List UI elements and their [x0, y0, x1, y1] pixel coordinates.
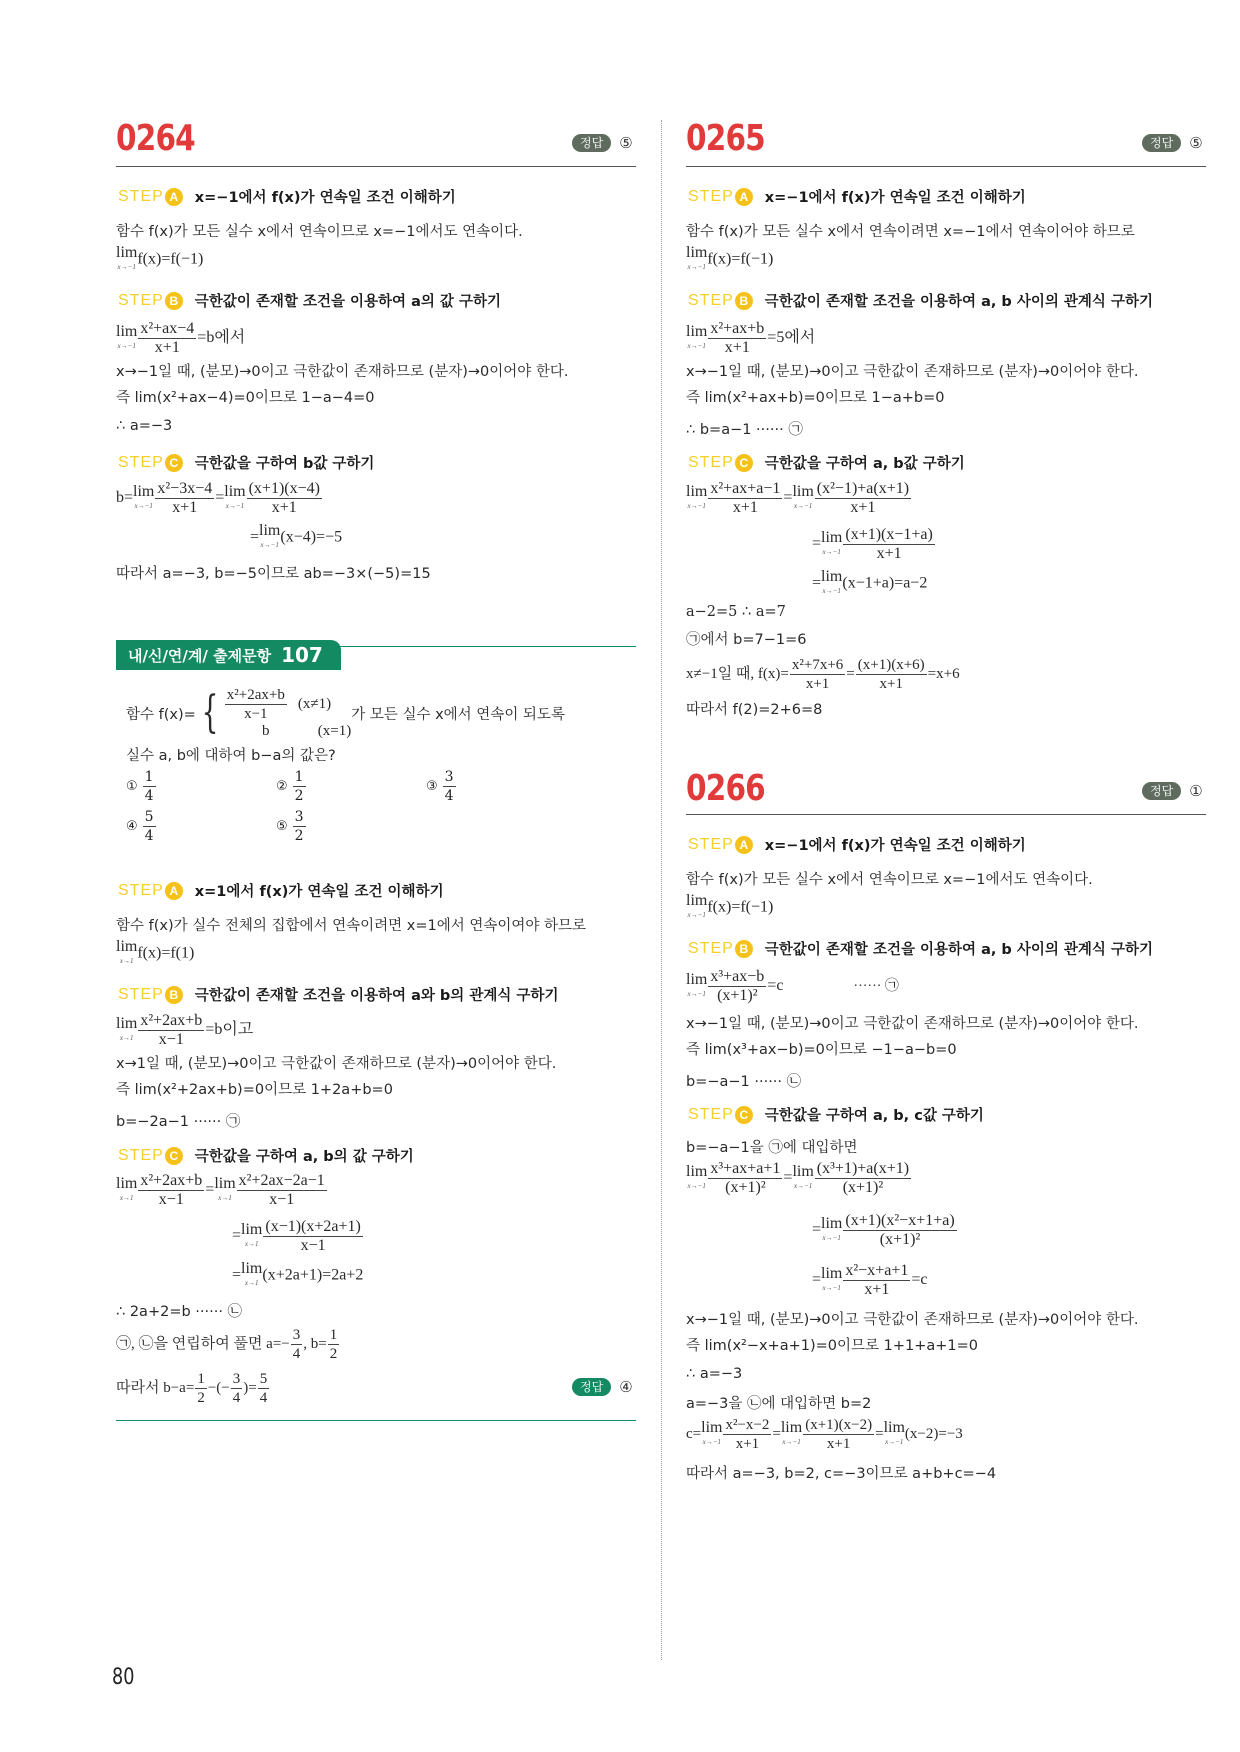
- equation: = lim x→−1 $\frac{\text{(x+1)(x²−x+1+a)}}{\text{(x+1)²}}$: [812, 1212, 955, 1248]
- step-letter-icon: A: [735, 188, 753, 206]
- equation: = lim x→−1 $\frac{\text{x²−x+a+1}}{x+1}$ =c: [812, 1262, 928, 1298]
- section-rule: [686, 814, 1206, 815]
- problem-number: 0265: [686, 118, 765, 159]
- text-line: b=−2a−1 ······ ㉠: [116, 1114, 241, 1130]
- text-line: x→−1일 때, (분모)→0이고 극한값이 존재하므로 (분자)→0이어야 한다.: [116, 364, 569, 380]
- answer-badge: 정답: [1142, 134, 1181, 152]
- equation: lim x→−1 f(x)=f(−1): [686, 244, 774, 271]
- text-line: 함수 f(x)가 모든 실수 x에서 연속이므로 x=−1에서도 연속이다.: [686, 872, 1093, 888]
- answer-indicator: [1142, 134, 1203, 152]
- step-c-heading: STEP C 극한값을 구하여 a, b의 값 구하기: [118, 1146, 414, 1165]
- equation: lim x→−1 f(x)=f(−1): [686, 892, 774, 919]
- equation: = lim x→−1 $\frac{(x+1)(x-1+a)}{x+1}$: [812, 526, 933, 562]
- equation: lim x→1 $\frac{\text{x²+2ax+b}}{x-1}$ =b이고: [116, 1012, 254, 1048]
- step-letter-icon: B: [735, 940, 753, 958]
- text-line: 즉 lim(x²+ax−4)=0이므로 1−a−4=0: [116, 390, 375, 406]
- equation: 따라서 b−a= $\frac{1}{2}$ −(− $\frac{3}{4}$ )= $\frac{5}{4}$: [116, 1371, 268, 1406]
- equation: x≠−1일 때, f(x)= $\frac{\text{x²+7x+6}}{x+1}$ = $\frac{(x+1)(x+6)}{x+1}$ =x+6: [686, 657, 960, 692]
- text-line: x→1일 때, (분모)→0이고 극한값이 존재하므로 (분자)→0이어야 한다.: [116, 1056, 557, 1072]
- equation: = lim x→1 (x+2a+1)=2a+2: [232, 1260, 364, 1287]
- step-a-heading: STEP A x=1에서 f(x)가 연속일 조건 이해하기: [118, 881, 444, 900]
- step-b-heading: STEP B 극한값이 존재할 조건을 이용하여 a, b 사이의 관계식 구하기: [688, 291, 1154, 310]
- text-line: 따라서 a=−3, b=2, c=−3이므로 a+b+c=−4: [686, 1466, 997, 1482]
- text-line: ∴ a=−3: [686, 1366, 743, 1382]
- text-line: b=−a−1 ······ ㉡: [686, 1074, 802, 1090]
- equation: ㉠, ㉡을 연립하여 풀면 a=− $\frac{3}{4}$ , b= $\frac{1}{2}$: [116, 1327, 338, 1362]
- naesin-bottom-rule: [116, 1420, 636, 1421]
- answer-badge: 정답: [572, 1378, 611, 1396]
- text-line: 함수 f(x)가 모든 실수 x에서 연속이려면 x=−1에서 연속이어야 하므로: [686, 224, 1135, 240]
- problem-number: 0266: [686, 768, 765, 809]
- text-line: ∴ b=a−1 ······ ㉠: [686, 422, 803, 438]
- answer-value: ①: [1189, 782, 1203, 800]
- step-c-heading: STEP C 극한값을 구하여 a, b, c값 구하기: [688, 1105, 984, 1124]
- text-line: x→−1일 때, (분모)→0이고 극한값이 존재하므로 (분자)→0이어야 한다.: [686, 364, 1139, 380]
- text-line: a=−3을 ㉡에 대입하면 b=2: [686, 1396, 872, 1412]
- answer-value: ④: [619, 1378, 633, 1396]
- equation: lim x→−1 f(x)=f(−1): [116, 244, 204, 271]
- step-letter-icon: B: [165, 986, 183, 1004]
- step-letter-icon: C: [165, 454, 183, 472]
- page-number: 80: [112, 1665, 135, 1690]
- equation: = lim x→−1 (x−4)=−5: [250, 522, 343, 549]
- equation: lim x→−1 $\frac{\text{x²+ax+b}}{x+1}$ =5에서: [686, 320, 816, 356]
- text-line: 즉 lim(x²+ax+b)=0이므로 1−a+b=0: [686, 390, 945, 406]
- text-line: 함수 f(x)가 모든 실수 x에서 연속이므로 x=−1에서도 연속이다.: [116, 224, 523, 240]
- equation: lim x→1 f(x)=f(1): [116, 938, 195, 965]
- step-c-heading: STEP C 극한값을 구하여 a, b값 구하기: [688, 453, 965, 472]
- problem-number: 0264: [116, 118, 195, 159]
- section-rule: [116, 166, 636, 167]
- step-a-heading: STEP A x=−1에서 f(x)가 연속일 조건 이해하기: [688, 835, 1026, 854]
- naesin-banner: 내/신/연/계/ 출제문항 107: [116, 640, 341, 670]
- choice-1[interactable]: ① $\frac{1}{4}$: [126, 769, 154, 804]
- equation: b= lim x→−1 $\frac{\text{x²−3x−4}}{x+1}$ = lim x→−1 $\frac{(x+1)(x-4)}{x+1}$: [116, 480, 320, 516]
- choice-2[interactable]: ② $\frac{1}{2}$: [276, 769, 304, 804]
- step-a-heading: STEP A x=−1에서 f(x)가 연속일 조건 이해하기: [118, 187, 456, 206]
- text-line: b=−a−1을 ㉠에 대입하면: [686, 1140, 858, 1156]
- equation: = lim x→−1 (x−1+a)=a−2: [812, 568, 928, 595]
- text-line: 함수 f(x)가 실수 전체의 집합에서 연속이려면 x=1에서 연속이여야 하므로: [116, 918, 587, 934]
- text-line: 즉 lim(x³+ax−b)=0이므로 −1−a−b=0: [686, 1042, 957, 1058]
- text-line: 즉 lim(x²+2ax+b)=0이므로 1+2a+b=0: [116, 1082, 393, 1098]
- column-divider: [661, 120, 662, 1660]
- naesin-question: 함수 f(x)= { $\frac{\text{x²+2ax+b}}{x-1}$ (x≠1) b (x=1) 가 모든 실수 x에서 연속이 되도록: [126, 687, 565, 739]
- text-line: a−2=5 ∴ a=7: [686, 604, 786, 620]
- step-b-heading: STEP B 극한값이 존재할 조건을 이용하여 a, b 사이의 관계식 구하기: [688, 939, 1154, 958]
- equation: c= lim x→−1 $\frac{\text{x²−x−2}}{x+1}$ = lim x→−1 $\frac{(x+1)(x-2)}{x+1}$ = lim x→−1 (x−2)=−3: [686, 1417, 963, 1452]
- text-line: ㉠에서 b=7−1=6: [686, 632, 807, 648]
- equation: lim x→1 $\frac{\text{x²+2ax+b}}{x-1}$ = lim x→1 $\frac{\text{x²+2ax−2a−1}}{x-1}$: [116, 1172, 325, 1208]
- text-line: 즉 lim(x²−x+a+1)=0이므로 1+1+a+1=0: [686, 1338, 979, 1354]
- step-letter-icon: C: [165, 1147, 183, 1165]
- answer-indicator: [1142, 782, 1203, 800]
- text-line: x→−1일 때, (분모)→0이고 극한값이 존재하므로 (분자)→0이어야 한다.: [686, 1016, 1139, 1032]
- step-letter-icon: C: [735, 1106, 753, 1124]
- equation: lim x→−1 $\frac{\text{x³+ax−b}}{\text{(x+1)²}}$ =c ······ ㉠: [686, 968, 899, 1004]
- answer-value: ⑤: [619, 134, 633, 152]
- choice-4[interactable]: ④ $\frac{5}{4}$: [126, 809, 154, 844]
- step-letter-icon: B: [735, 292, 753, 310]
- choice-3[interactable]: ③ $\frac{3}{4}$: [426, 769, 454, 804]
- step-b-heading: STEP B 극한값이 존재할 조건을 이용하여 a의 값 구하기: [118, 291, 502, 310]
- step-c-heading: STEP C 극한값을 구하여 b값 구하기: [118, 453, 375, 472]
- text-line: 따라서 a=−3, b=−5이므로 ab=−3×(−5)=15: [116, 566, 431, 582]
- text-line: ∴ a=−3: [116, 418, 173, 434]
- answer-badge: 정답: [572, 134, 611, 152]
- text-line: ∴ 2a+2=b ······ ㉡: [116, 1304, 243, 1320]
- naesin-question-line2: 실수 a, b에 대하여 b−a의 값은?: [126, 748, 336, 764]
- step-b-heading: STEP B 극한값이 존재할 조건을 이용하여 a와 b의 관계식 구하기: [118, 985, 559, 1004]
- naesin-rule: [340, 646, 636, 647]
- step-letter-icon: A: [165, 188, 183, 206]
- choice-5[interactable]: ⑤ $\frac{3}{2}$: [276, 809, 304, 844]
- answer-badge: 정답: [1142, 782, 1181, 800]
- step-letter-icon: C: [735, 454, 753, 472]
- text-line: x→−1일 때, (분모)→0이고 극한값이 존재하므로 (분자)→0이어야 한다.: [686, 1312, 1139, 1328]
- equation: = lim x→1 $\frac{(x-1)(x+2a+1)}{x-1}$: [232, 1218, 361, 1254]
- step-a-heading: STEP A x=−1에서 f(x)가 연속일 조건 이해하기: [688, 187, 1026, 206]
- step-letter-icon: A: [165, 882, 183, 900]
- text-line: 따라서 f(2)=2+6=8: [686, 702, 823, 718]
- answer-value: ⑤: [1189, 134, 1203, 152]
- equation: lim x→−1 $\frac{\text{x²+ax+a−1}}{x+1}$ = lim x→−1 $\frac{\text{(x²−1)+a(x+1)}}{x+1}$: [686, 480, 910, 516]
- answer-indicator: [572, 134, 633, 152]
- naesin-number: 107: [281, 643, 323, 667]
- step-letter-icon: A: [735, 836, 753, 854]
- equation: lim x→−1 $\frac{\text{x³+ax+a+1}}{\text{(x+1)²}}$ = lim x→−1 $\frac{\text{(x³+1)+a(x+1)}}{\text{(x+1)²}}$: [686, 1160, 910, 1196]
- section-rule: [686, 166, 1206, 167]
- step-letter-icon: B: [165, 292, 183, 310]
- equation: lim x→−1 $\frac{\text{x²+ax−4}}{x+1}$ =b에서: [116, 320, 246, 356]
- answer-indicator: [572, 1378, 633, 1396]
